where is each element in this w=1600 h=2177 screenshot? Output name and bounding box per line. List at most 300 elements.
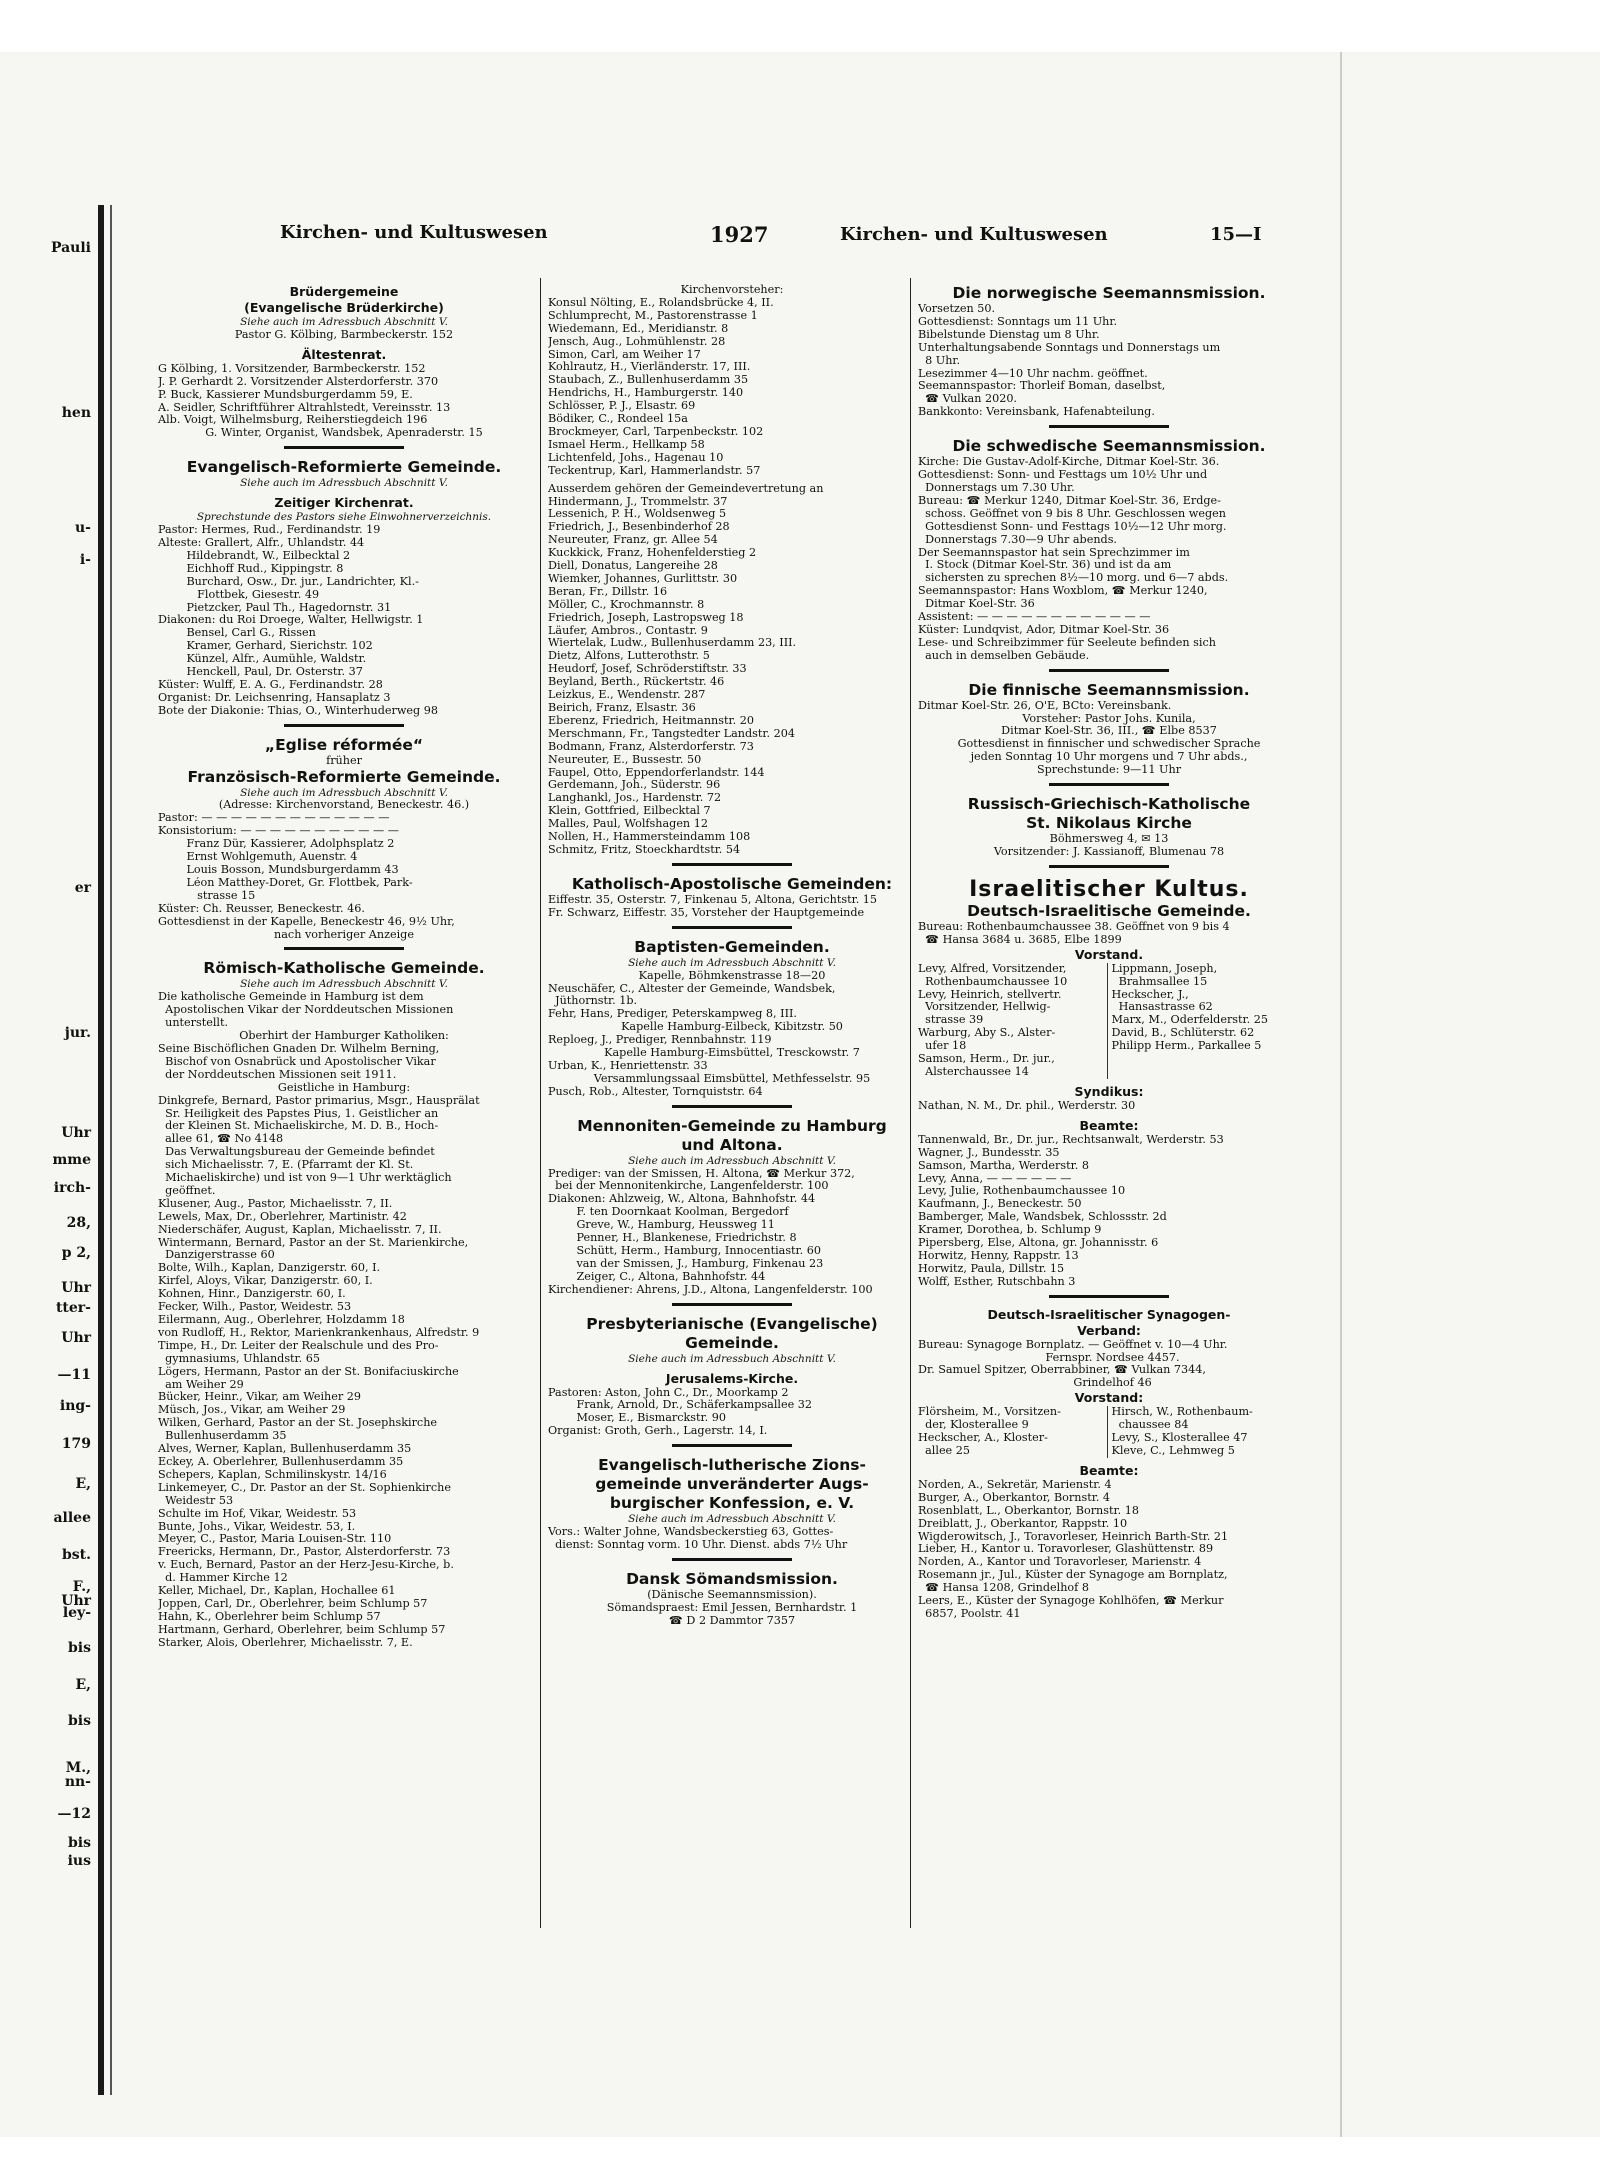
entry-line: nach vorheriger Anzeige [274,927,414,941]
entry-line: 8 Uhr. [918,354,961,367]
entry-line: unterstellt. [158,1017,229,1030]
left-page-fragment: Pauli [50,240,91,256]
entry-line: F. ten Doornkaat Koolman, Bergedorf [548,1206,789,1219]
board-member-line: Hirsch, W., Rothenbaum- [1111,1406,1253,1419]
entry-line: Eilermann, Aug., Oberlehrer, Holzdamm 18 [158,1314,405,1326]
entry-line: Bankkonto: Vereinsbank, Hafenabteilung. [918,406,1155,419]
left-page-fragment: i- [79,552,91,568]
section-divider [672,926,792,929]
entry-line: Bote der Diakonie: Thias, O., Winterhuderweg 98 [158,704,438,717]
page-edge [1340,52,1342,2137]
entry-line: schoss. Geöffnet von 9 bis 8 Uhr. Geschlossen wegen [918,507,1226,520]
entry-line: Merschmann, Fr., Tangstedter Landstr. 204 [548,727,795,740]
left-page-fragment: allee [53,1510,91,1526]
subsection-heading: Brüdergemeine [289,284,399,299]
board-member-line: Warburg, Aby S., Alster- [918,1027,1056,1040]
cross-reference-note: Siehe auch im Adressbuch Abschnitt V. [240,978,448,991]
subsection-heading: Beamte: [1079,1462,1139,1478]
section-divider [284,947,404,950]
section-heading: Israelitischer Kultus. [969,876,1249,902]
entry-line: Schütt, Herm., Hamburg, Innocentiastr. 60 [548,1245,822,1257]
entry-line: Lewels, Max, Dr., Oberlehrer, Martinistr. 42 [158,1210,407,1223]
left-page-fragment: 179 [61,1436,91,1452]
entry-line: Alb. Voigt, Wilhelmsburg, Reiherstiegdeich 196 [158,414,428,427]
entry-line: Wilken, Gerhard, Pastor an der St. Josephskirche [158,1417,438,1430]
board-member-line: Lippmann, Joseph, [1111,962,1218,975]
entry-line: Staubach, Z., Bullenhuserdamm 35 [548,374,749,387]
entry-line: Organist: Dr. Leichsenring, Hansaplatz 3 [158,691,391,704]
entry-line: Vorsteher: Pastor Johs. Kunila, [1022,711,1196,725]
left-page-fragment: ing- [59,1398,91,1414]
entry-line: Reploeg, J., Prediger, Rennbahnstr. 119 [548,1034,772,1047]
board-member-line: Levy, Alfred, Vorsitzender, [918,962,1067,975]
entry-line: Dreiblatt, J., Oberkantor, Rappstr. 10 [918,1517,1128,1530]
entry-line: Pastoren: Aston, John C., Dr., Moorkamp 2 [548,1386,789,1399]
entry-line: Bureau: ☎ Merkur 1240, Ditmar Koel-Str. 36, Erdge- [918,494,1221,507]
entry-line: Konsistorium: — — — — — — — — — — — [158,825,399,838]
entry-line: Lögers, Hermann, Pastor an der St. Bonifaciuskirche [158,1365,459,1378]
subsection-heading: Syndikus: [1074,1083,1144,1099]
entry-line: d. Hammer Kirche 12 [158,1572,288,1585]
entry-line: Älteste: Grallert, Alfr., Uhlandstr. 44 [158,536,365,549]
entry-line: Faupel, Otto, Eppendorferlandstr. 144 [548,766,765,779]
entry-line: Beran, Fr., Dillstr. 16 [548,585,668,598]
left-page-fragment: u- [75,520,91,536]
section-divider [672,1444,792,1447]
subsection-heading: Deutsch-Israelitischer Synagogen- [987,1306,1231,1322]
board-member-line: der, Klosterallee 9 [918,1419,1029,1432]
entry-line: Samson, Martha, Werderstr. 8 [918,1159,1089,1172]
left-page-fragment: bis [68,1835,91,1851]
entry-line: Levy, Julie, Rothenbaumchaussee 10 [918,1185,1126,1198]
entry-line: Dr. Samuel Spitzer, Oberrabbiner, ☎ Vulkan 7344, [918,1364,1206,1377]
board-members-right [1112,1406,1301,1458]
left-page-fragment: nn- [64,1774,91,1790]
left-page-fragment: bis [68,1640,91,1656]
entry-line: Assistent: — — — — — — — — — — — — [918,611,1151,624]
entry-line: Das Verwaltungsbureau der Gemeinde befindet [158,1146,435,1159]
cross-reference-note: Siehe auch im Adressbuch Abschnitt V. [628,1513,836,1526]
entry-line: (Dänische Seemannsmission). [647,1587,817,1601]
entry-line: Dinkgrefe, Bernard, Pastor primarius, Msgr., Hausprälat [158,1094,480,1107]
entry-line: Oberhirt der Hamburger Katholiken: [239,1029,449,1043]
entry-line: Diell, Donatus, Langereihe 28 [548,560,718,573]
board-member-line: Rothenbaumchaussee 10 [918,975,1068,988]
entry-line: Unterhaltungsabende Sonntags und Donnerstags um [918,341,1221,354]
entry-line: Küster: Wulff, E. A. G., Ferdinandstr. 28 [158,678,383,691]
left-page-fragment: —12 [57,1806,91,1822]
page-header [280,222,1280,262]
entry-line: Gottesdienst in der Kapelle, Beneckestr 46, 9½ Uhr, [158,915,455,928]
section-divider [284,446,404,449]
entry-line: Wolff, Esther, Rutschbahn 3 [918,1275,1076,1288]
entry-line: Rosenblatt, L., Oberkantor, Bornstr. 18 [918,1504,1139,1517]
entry-line: am Weiher 29 [158,1378,244,1391]
entry-line: Vorsetzen 50. [918,303,996,315]
section-heading: Russisch-Griechisch-Katholische [967,795,1251,814]
subsection-heading: Verband: [1077,1322,1141,1338]
left-page-fragment: ius [67,1853,91,1869]
entry-line: Schulte im Hof, Vikar, Weidestr. 53 [158,1507,357,1520]
entry-line: Pastor G. Kölbing, Barmbeckerstr. 152 [234,327,454,341]
entry-line: Fernspr. Nordsee 4457. [1038,1350,1180,1364]
entry-line: Sr. Heiligkeit des Papstes Pius, 1. Geistlicher an [158,1107,439,1120]
subsection-heading: (Evangelische Brüderkirche) [244,300,444,315]
entry-line: Seemannspastor: Hans Woxblom, ☎ Merkur 1240, [918,585,1208,598]
cross-reference-note: Siehe auch im Adressbuch Abschnitt V. [628,956,836,969]
entry-line: Donnerstags um 7.30 Uhr. [918,481,1075,494]
entry-line: Henckell, Paul, Dr. Osterstr. 37 [158,666,363,679]
board-member-line: Brahmsallee 15 [1111,975,1208,988]
entry-line: Kirchenvorsteher: [680,283,784,296]
entry-line: Ditmar Koel-Str. 36, III., ☎ Elbe 8537 [1001,724,1217,738]
left-page-fragment: 28, [66,1215,91,1231]
entry-line: Kramer, Dorothea, b. Schlump 9 [918,1224,1102,1237]
entry-line: Sprechstunde: 9—11 Uhr [1036,763,1182,777]
entry-line: Neuschäfer, C., Ältester der Gemeinde, Wandsbek, [548,982,836,995]
entry-line: Schlösser, P. J., Elsastr. 69 [548,400,696,413]
left-page-fragment: bst. [61,1547,91,1563]
left-page-fragment: M., [65,1760,91,1776]
entry-line: Böhmersweg 4, ✉ 13 [1049,832,1169,846]
left-page-fragment: jur. [64,1025,91,1041]
left-page-fragments [0,240,95,1940]
entry-line: Gottesdienst Sonn- und Festtags 10½—12 Uhr morg. [918,520,1227,533]
entry-line: Hindermann, J., Trommelstr. 37 [548,495,728,508]
entry-line: Läufer, Ambros., Contastr. 9 [548,624,708,637]
entry-line: Kapelle, Böhmkenstrasse 18—20 [638,968,826,982]
entry-line: Norden, A., Kantor und Toravorleser, Marienstr. 4 [918,1556,1202,1569]
entry-line: Bureau: Synagoge Bornplatz. — Geöffnet v. 10—4 Uhr. [918,1338,1228,1351]
entry-line: Bodmann, Franz, Alsterdorferstr. 73 [548,740,754,753]
section-divider [1049,425,1169,428]
section-heading: Evangelisch-Reformierte Gemeinde. [186,458,502,477]
board-member-line: strasse 39 [918,1014,984,1027]
entry-line: Franz Dür, Kassierer, Adolphsplatz 2 [158,838,395,851]
entry-line: Vorsitzender: J. Kassianoff, Blumenau 78 [993,845,1225,858]
entry-line: Lessenich, P. H., Woldsenweg 5 [548,508,727,521]
entry-line: Kapelle Hamburg-Eimsbüttel, Tresckowstr. 7 [604,1046,860,1060]
entry-line: A. Seidler, Schriftführer Altrahlstedt, Vereinsstr. 13 [158,401,451,414]
board-members-grid [918,963,1300,1079]
entry-line: Möller, C., Krochmannstr. 8 [548,598,705,611]
section-heading: Die schwedische Seemannsmission. [952,437,1266,456]
entry-line: Teckentrup, Karl, Hammerlandstr. 57 [548,464,761,477]
left-page-fragment: mme [52,1152,91,1168]
board-member-line: David, B., Schlüterstr. 62 [1111,1027,1255,1040]
section-heading: und Altona. [681,1135,783,1154]
entry-line: Wagner, J., Bundesstr. 35 [918,1146,1060,1159]
section-divider [284,724,404,727]
entry-line: Neureuter, Franz, gr. Allee 54 [548,534,718,547]
header-year: 1927 [710,222,769,247]
entry-line: Pusch, Rob., Ältester, Tornquiststr. 64 [548,1085,763,1098]
entry-line: Kramer, Gerhard, Sierichstr. 102 [158,640,373,653]
column-1 [158,284,530,1650]
entry-line: Greve, W., Hamburg, Heussweg 11 [548,1219,775,1232]
entry-line: auch in demselben Gebäude. [918,649,1090,662]
entry-line: allee 61, ☎ No 4148 [158,1133,284,1146]
board-member-line: Levy, Heinrich, stellvertr. [918,988,1062,1001]
entry-line: Kirfel, Aloys, Vikar, Danzigerstr. 60, I. [158,1275,373,1288]
section-divider [1049,865,1169,868]
entry-line: Louis Bosson, Mundsburgerdamm 43 [158,864,399,876]
entry-line: Horwitz, Henny, Rappstr. 13 [918,1249,1079,1262]
entry-line: Gottesdienst: Sonn- und Festtags um 10½ Uhr und [918,469,1208,482]
left-page-fragment: bis [68,1713,91,1729]
entry-line: Beyland, Berth., Rückertstr. 46 [548,676,725,689]
entry-line: Kohlrautz, H., Vierländerstr. 17, III. [548,361,751,374]
subsection-heading: Jerusalems-Kirche. [665,1370,799,1386]
entry-line: Schepers, Kaplan, Schmilinskystr. 14/16 [158,1468,387,1481]
board-member-line: Levy, S., Klosterallee 47 [1111,1432,1248,1445]
entry-line: von Rudloff, H., Rektor, Marienkrankenhaus, Alfredstr. 9 [158,1326,480,1339]
entry-line: Bischof von Osnabrück und Apostolischer Vikar [158,1055,436,1068]
left-page-fragment: Uhr [61,1593,91,1609]
entry-line: Fr. Schwarz, Eiffestr. 35, Vorsteher der Hauptgemeinde [548,906,865,919]
left-page-fragment: er [74,880,91,896]
board-member-line: Samson, Herm., Dr. jur., [918,1053,1055,1066]
board-members-left [918,1406,1108,1458]
entry-line: Pipersberg, Else, Altona, gr. Johannisstr. 6 [918,1237,1159,1250]
column-3 [918,284,1300,1621]
subsection-heading: Ältestenrat. [301,346,387,362]
board-member-line: Heckscher, A., Kloster- [918,1432,1048,1445]
section-heading: Baptisten-Gemeinden. [634,937,830,956]
subsection-heading: Vorstand: [1074,1390,1144,1406]
section-divider [672,1303,792,1306]
entry-line: Prediger: van der Smissen, H. Altona, ☎ Merkur 372, [548,1167,855,1180]
entry-line: Gerdemann, Joh., Süderstr. 96 [548,779,721,792]
entry-line: Eichhoff Rud., Kippingstr. 8 [158,562,344,575]
entry-line: Jensch, Aug., Lohmühlenstr. 28 [548,335,726,348]
entry-line: Kaufmann, J., Beneckestr. 50 [918,1198,1082,1211]
entry-line: Küster: Lundqvist, Ador, Ditmar Koel-Str. 36 [918,623,1170,636]
left-page-fragment: Uhr [61,1330,91,1346]
entry-line: Neureuter, E., Bussestr. 50 [548,753,702,766]
entry-line: Burger, A., Oberkantor, Bornstr. 4 [918,1491,1111,1504]
entry-line: Bibelstunde Dienstag um 8 Uhr. [918,328,1100,341]
entry-line: Konsul Nölting, E., Rolandsbrücke 4, II. [548,296,774,309]
book-gutter-line [110,205,112,2095]
entry-line: Hahn, K., Oberlehrer beim Schlump 57 [158,1610,381,1623]
entry-line: dienst: Sonntag vorm. 10 Uhr. Dienst. abds 7½ Uhr [548,1538,848,1551]
section-heading: Die finnische Seemannsmission. [968,680,1250,699]
entry-line: Schmitz, Fritz, Stoeckhardtstr. 54 [548,843,741,856]
entry-line: Langhankl, Jos., Hardenstr. 72 [548,792,722,805]
entry-line: Seine Bischöflichen Gnaden Dr. Wilhelm Berning, [158,1042,440,1055]
entry-line: Klein, Gottfried, Eilbecktal 7 [548,805,711,818]
entry-line: Kapelle Hamburg-Eilbeck, Kibitzstr. 50 [621,1020,843,1034]
entry-line: Ditmar Koel-Str. 36 [918,598,1035,611]
entry-line: der Norddeutschen Missionen seit 1911. [158,1068,397,1081]
entry-line: Freericks, Hermann, Dr., Pastor, Alsterdorferstr. 73 [158,1546,451,1559]
section-heading: burgischer Konfession, e. V. [609,1494,855,1513]
left-page-fragment: —11 [57,1367,91,1383]
entry-line: Ismael Herm., Hellkamp 58 [548,438,705,451]
entry-line: Joppen, Carl, Dr., Oberlehrer, beim Schlump 57 [158,1597,428,1610]
entry-line: Ernst Wohlgemuth, Auenstr. 4 [158,851,358,864]
entry-line: Kirchendiener: Ahrens, J.D., Altona, Langenfelderstr. 100 [548,1283,873,1296]
entry-line: Tannenwald, Br., Dr. jur., Rechtsanwalt, Werderstr. 53 [918,1133,1224,1146]
entry-line: der Kleinen St. Michaeliskirche, M. D. B., Hoch- [158,1120,439,1133]
entry-line: Zeiger, C., Altona, Bahnhofstr. 44 [548,1270,766,1283]
cross-reference-note: Siehe auch im Adressbuch Abschnitt V. [240,786,448,799]
board-member-line: Marx, M., Oderfelderstr. 25 [1111,1014,1268,1027]
entry-line: jeden Sonntag 10 Uhr morgens und 7 Uhr abds., [970,750,1248,764]
entry-line: Leers, E., Küster der Synagoge Kohlhöfen, ☎ Merkur [918,1595,1224,1608]
entry-line: Pietzcker, Paul Th., Hagedornstr. 31 [158,601,392,614]
section-divider [672,1558,792,1561]
subsection-heading: Zeitiger Kirchenrat. [274,495,414,511]
entry-line: Fehr, Hans, Prediger, Peterskampweg 8, III. [548,1008,797,1021]
section-heading: Presbyterianische (Evangelische) [586,1314,878,1333]
subsection-heading: Vorstand. [1074,946,1144,962]
left-page-fragment: E, [75,1677,91,1693]
entry-line: Bamberger, Male, Wandsbek, Schlossstr. 2d [918,1211,1167,1224]
entry-line: ☎ D 2 Dammtor 7357 [668,1613,796,1627]
cross-reference-note: Siehe auch im Adressbuch Abschnitt V. [628,1352,836,1365]
entry-line: Die katholische Gemeinde in Hamburg ist dem [158,991,424,1004]
entry-line: J. P. Gerhardt 2. Vorsitzender Alsterdorferstr. 370 [158,375,439,388]
entry-line: Hartmann, Gerhard, Oberlehrer, beim Schlump 57 [158,1623,446,1636]
entry-line: Kohnen, Hinr., Danzigerstr. 60, I. [158,1288,346,1301]
board-member-line: Heckscher, J., [1111,988,1189,1001]
entry-line: van der Smissen, J., Hamburg, Finkenau 23 [548,1257,824,1270]
entry-line: Horwitz, Paula, Dillstr. 15 [918,1262,1065,1275]
entry-line: sichersten zu sprechen 8½—10 morg. und 6—7 abds. [918,572,1229,585]
entry-line: Eiffestr. 35, Osterstr. 7, Finkenau 5, Altona, Gerichtstr. 15 [548,893,878,906]
entry-line: Levy, Anna, — — — — — — [918,1172,1072,1185]
cross-reference-note: Sprechstunde des Pastors siehe Einwohnerverzeichnis. [196,511,492,524]
left-page-fragment: hen [61,405,91,421]
header-center-title: Kirchen- und Kultuswesen [840,224,1108,245]
entry-line: Hendrichs, H., Hamburgerstr. 140 [548,387,744,400]
entry-line: Brockmeyer, Carl, Tarpenbeckstr. 102 [548,425,764,438]
entry-line: Wintermann, Bernard, Pastor an der St. Marienkirche, [158,1236,469,1249]
section-divider [1049,783,1169,786]
entry-line: Moser, E., Bismarckstr. 90 [548,1412,726,1425]
entry-line: v. Euch, Bernard, Pastor an der Herz-Jesu-Kirche, b. [158,1559,454,1572]
entry-line: ☎ Hansa 1208, Grindelhof 8 [918,1582,1089,1595]
board-members-grid [918,1406,1300,1458]
board-member-line: allee 25 [918,1445,970,1457]
board-member-line: Kleve, C., Lehmweg 5 [1111,1445,1235,1457]
board-member-line: Flörsheim, M., Vorsitzen- [918,1406,1061,1419]
entry-line: Linkemeyer, C., Dr. Pastor an der St. Sophienkirche [158,1481,451,1494]
section-heading: Französisch-Reformierte Gemeinde. [187,767,501,786]
entry-line: Michaeliskirche) und ist von 9—1 Uhr werktäglich [158,1172,452,1185]
entry-line: Malles, Paul, Wolfshagen 12 [548,818,708,831]
entry-line: Jüthornstr. 1b. [548,995,638,1008]
entry-line: Beirich, Franz, Elsastr. 36 [548,702,696,714]
entry-line: Frank, Arnold, Dr., Schäferkampsallee 32 [548,1399,813,1412]
entry-line: Rosemann jr., Jul., Küster der Synagoge am Bornplatz, [918,1569,1228,1582]
entry-line: bei der Mennonitenkirche, Langenfelderstr. 100 [548,1180,829,1193]
entry-line: Apostolischen Vikar der Norddeutschen Missionen [158,1004,454,1017]
entry-line: ☎ Hansa 3684 u. 3685, Elbe 1899 [918,933,1122,946]
entry-line: Lichtenfeld, Johs., Hagenau 10 [548,451,724,464]
entry-line: Der Seemannspastor hat sein Sprechzimmer im [918,546,1190,559]
entry-line: Flottbek, Giesestr. 49 [158,588,320,601]
entry-line: früher [326,753,362,767]
entry-line: Ausserdem gehören der Gemeindevertretung an [548,482,824,495]
entry-line: Penner, H., Blankenese, Friedrichstr. 8 [548,1232,797,1245]
entry-line: Bureau: Rothenbaumchaussee 38. Geöffnet von 9 bis 4 [918,920,1230,933]
entry-line: Bolte, Wilh., Kaplan, Danzigerstr. 60, I. [158,1262,381,1275]
entry-line: Keller, Michael, Dr., Kaplan, Hochallee 61 [158,1585,396,1598]
board-members-left [918,963,1108,1079]
entry-line: Alves, Werner, Kaplan, Bullenhuserdamm 35 [158,1443,412,1456]
left-page-fragment: E, [75,1476,91,1492]
entry-line: Gottesdienst: Sonntags um 11 Uhr. [918,315,1118,328]
left-page-fragment: tter- [55,1300,91,1316]
entry-line: Bödiker, C., Rondeel 15a [548,413,688,426]
entry-line: Weidestr 53 [158,1494,234,1507]
entry-line: G. Winter, Organist, Wandsbek, Apenraderstr. 15 [205,426,483,440]
entry-line: ☎ Vulkan 2020. [918,393,1017,406]
entry-line: Dietz, Alfons, Lutterothstr. 5 [548,650,710,663]
entry-line: Danzigerstrasse 60 [158,1249,275,1262]
entry-line: Heudorf, Josef, Schröderstiftstr. 33 [548,663,747,676]
column-rule [540,278,541,1928]
entry-line: strasse 15 [158,889,256,902]
entry-line: Friedrich, J., Besenbinderhof 28 [548,521,730,534]
column-2 [548,284,916,1628]
cross-reference-note: Siehe auch im Adressbuch Abschnitt V. [240,316,448,328]
entry-line: Künzel, Alfr., Aumühle, Waldstr. [158,653,367,666]
entry-line: Lesezimmer 4—10 Uhr nachm. geöffnet. [918,367,1148,380]
entry-line: Leizkus, E., Wendenstr. 287 [548,689,706,702]
left-page-fragment: p 2, [61,1245,91,1261]
book-gutter [98,205,104,2095]
entry-line: Bunte, Johs., Vikar, Weidestr. 53, I. [158,1520,356,1533]
entry-line: geöffnet. [158,1184,216,1197]
section-heading: Dansk Sömandsmission. [626,1569,838,1588]
entry-line: Diakonen: Ahlzweig, W., Altona, Bahnhofstr. 44 [548,1193,816,1206]
page-number: 15—I [1210,224,1262,245]
entry-line: Kirche: Die Gustav-Adolf-Kirche, Ditmar Koel-Str. 36. [918,456,1220,469]
subsection-heading: Beamte: [1079,1117,1139,1133]
entry-line: Fecker, Wilh., Pastor, Weidestr. 53 [158,1301,352,1314]
entry-line: Lieber, H., Kantor u. Toravorleser, Glashüttenstr. 89 [918,1543,1214,1556]
entry-line: Schlumprecht, M., Pastorenstrasse 1 [548,309,758,322]
section-heading: Deutsch-Israelitische Gemeinde. [967,901,1251,920]
entry-line: Diakonen: du Roi Droege, Walter, Hellwigstr. 1 [158,614,424,627]
entry-line: G Kölbing, 1. Vorsitzender, Barmbeckerstr. 152 [158,362,426,375]
section-heading: „Eglise réformée“ [264,735,424,754]
entry-line: Burchard, Osw., Dr. jur., Landrichter, Kl.- [158,575,419,588]
entry-line: 6857, Poolstr. 41 [918,1607,1021,1620]
entry-line: P. Buck, Kassierer Mundsburgerdamm 59, E. [158,388,413,401]
board-member-line: Vorsitzender, Hellwig- [918,1001,1051,1014]
entry-line: Friedrich, Joseph, Lastropsweg 18 [548,611,744,624]
entry-line: Bücker, Heinr., Vikar, am Weiher 29 [158,1391,361,1404]
entry-line: Norden, A., Sekretär, Marienstr. 4 [918,1478,1112,1491]
left-page-fragment: ley- [62,1605,91,1621]
entry-line: (Adresse: Kirchenvorstand, Beneckestr. 46.) [218,798,470,812]
board-member-line: Hansastrasse 62 [1111,1001,1213,1014]
cross-reference-note: Siehe auch im Adressbuch Abschnitt V. [240,477,448,490]
entry-line: Vors.: Walter Johne, Wandsbeckerstieg 63, Gottes- [548,1526,834,1539]
board-member-line: chaussee 84 [1111,1419,1189,1432]
entry-line: Nollen, H., Hammersteindamm 108 [548,831,751,844]
entry-line: Grindelhof 46 [1066,1376,1152,1390]
entry-line: Organist: Groth, Gerh., Lagerstr. 14, I. [548,1425,768,1438]
board-member-line: ufer 18 [918,1040,967,1053]
entry-line: Simon, Carl, am Weiher 17 [548,348,701,361]
entry-line: Eberenz, Friedrich, Heitmannstr. 20 [548,714,754,727]
